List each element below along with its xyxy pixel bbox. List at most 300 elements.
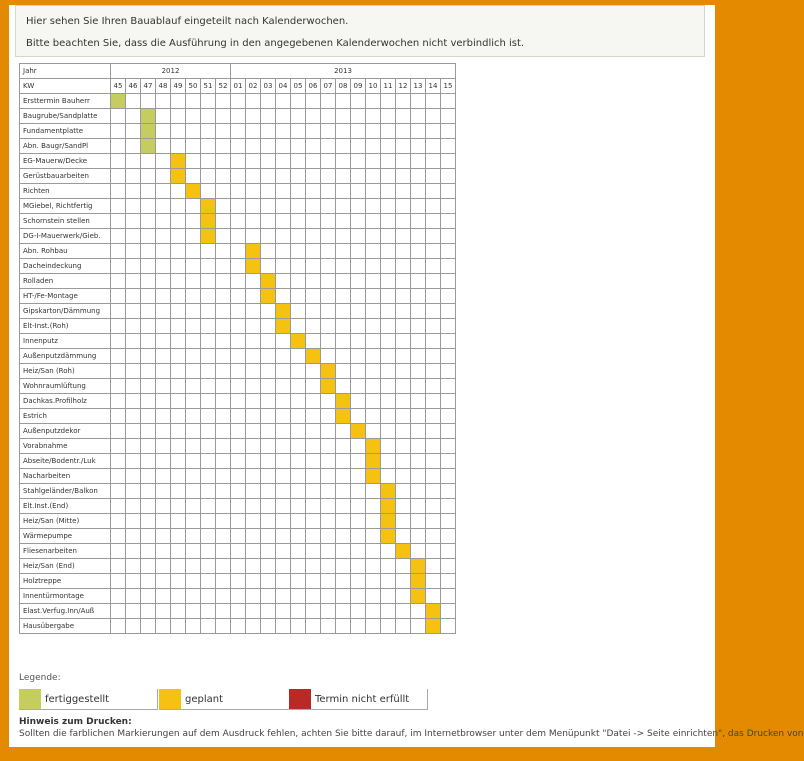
task-cell [351, 124, 366, 139]
task-cell [441, 289, 456, 304]
task-cell [291, 514, 306, 529]
task-cell [306, 124, 321, 139]
task-cell [171, 229, 186, 244]
task-cell [306, 559, 321, 574]
task-label: Außenputzdämmung [20, 349, 111, 364]
task-cell [126, 334, 141, 349]
task-cell [231, 169, 246, 184]
task-cell [216, 394, 231, 409]
task-cell [336, 439, 351, 454]
year-label: Jahr [20, 64, 111, 79]
task-cell [246, 604, 261, 619]
task-cell [216, 379, 231, 394]
task-cell [141, 304, 156, 319]
task-cell [426, 589, 441, 604]
task-cell [411, 124, 426, 139]
task-cell [306, 589, 321, 604]
task-cell [111, 229, 126, 244]
task-cell [366, 484, 381, 499]
task-cell [381, 304, 396, 319]
task-cell [411, 319, 426, 334]
task-cell [141, 199, 156, 214]
task-cell [441, 424, 456, 439]
task-cell [396, 184, 411, 199]
task-cell [306, 454, 321, 469]
task-cell [261, 409, 276, 424]
task-cell [411, 334, 426, 349]
task-cell [396, 439, 411, 454]
task-cell [411, 304, 426, 319]
task-label: Schornstein stellen [20, 214, 111, 229]
task-row [20, 409, 456, 424]
task-cell [186, 454, 201, 469]
task-cell [156, 304, 171, 319]
task-cell [321, 334, 336, 349]
task-label: Elt-Inst.(Roh) [20, 319, 111, 334]
week-header: 12 [396, 79, 411, 94]
task-cell [201, 169, 216, 184]
task-cell [216, 199, 231, 214]
task-cell-plan [381, 529, 396, 544]
task-cell [321, 424, 336, 439]
task-cell [366, 544, 381, 559]
task-cell [381, 154, 396, 169]
task-cell [156, 214, 171, 229]
task-cell [111, 349, 126, 364]
task-cell [156, 289, 171, 304]
task-cell [306, 244, 321, 259]
task-cell [381, 439, 396, 454]
task-cell [231, 109, 246, 124]
task-cell-plan [336, 394, 351, 409]
task-cell [441, 529, 456, 544]
task-label: Abn. Rohbau [20, 244, 111, 259]
task-cell [321, 409, 336, 424]
task-cell [141, 379, 156, 394]
task-cell [276, 244, 291, 259]
task-cell [306, 274, 321, 289]
week-header: 48 [156, 79, 171, 94]
task-cell [396, 154, 411, 169]
task-cell [351, 529, 366, 544]
task-cell [336, 619, 351, 634]
task-cell [156, 529, 171, 544]
task-cell [291, 184, 306, 199]
task-cell [246, 574, 261, 589]
task-cell [246, 364, 261, 379]
task-cell [306, 484, 321, 499]
task-cell [351, 619, 366, 634]
task-cell [261, 124, 276, 139]
task-cell [336, 574, 351, 589]
task-cell [111, 619, 126, 634]
task-cell [231, 319, 246, 334]
task-cell [126, 424, 141, 439]
task-cell [111, 529, 126, 544]
task-cell [321, 529, 336, 544]
task-cell [156, 319, 171, 334]
legend-title: Legende: [19, 673, 61, 683]
week-header: 03 [261, 79, 276, 94]
task-cell [426, 514, 441, 529]
task-cell-plan [201, 199, 216, 214]
task-row [20, 94, 456, 109]
task-cell [321, 154, 336, 169]
task-cell [336, 184, 351, 199]
task-cell [441, 184, 456, 199]
task-cell [396, 604, 411, 619]
task-cell [171, 139, 186, 154]
task-cell [216, 169, 231, 184]
task-cell [351, 334, 366, 349]
task-cell [396, 589, 411, 604]
task-cell [321, 544, 336, 559]
task-cell [441, 94, 456, 109]
task-cell [201, 394, 216, 409]
task-cell [141, 214, 156, 229]
task-cell [126, 349, 141, 364]
task-cell [336, 589, 351, 604]
task-cell [381, 424, 396, 439]
task-cell [141, 289, 156, 304]
task-cell [381, 604, 396, 619]
task-cell [336, 499, 351, 514]
legend-label-done: fertiggestellt [45, 694, 110, 705]
task-cell [216, 124, 231, 139]
task-cell [381, 244, 396, 259]
task-cell [336, 94, 351, 109]
task-cell [186, 424, 201, 439]
task-cell [126, 94, 141, 109]
task-cell [261, 304, 276, 319]
task-cell [291, 289, 306, 304]
task-label: Wärmepumpe [20, 529, 111, 544]
task-cell [126, 109, 141, 124]
task-cell [201, 319, 216, 334]
task-cell [336, 484, 351, 499]
task-cell [291, 484, 306, 499]
task-cell [411, 619, 426, 634]
week-header: 51 [201, 79, 216, 94]
task-cell [261, 199, 276, 214]
task-cell [366, 229, 381, 244]
task-label: Außenputzdekor [20, 424, 111, 439]
task-cell [216, 559, 231, 574]
task-cell [126, 469, 141, 484]
task-cell [411, 514, 426, 529]
task-cell [141, 349, 156, 364]
task-cell [276, 334, 291, 349]
task-cell [186, 499, 201, 514]
task-cell [366, 529, 381, 544]
task-cell [366, 349, 381, 364]
task-cell [291, 394, 306, 409]
kw-label: KW [20, 79, 111, 94]
task-cell [186, 214, 201, 229]
task-cell-plan [201, 214, 216, 229]
task-cell [156, 454, 171, 469]
task-cell [126, 154, 141, 169]
week-header: 52 [216, 79, 231, 94]
task-cell [351, 94, 366, 109]
task-cell [411, 409, 426, 424]
task-cell [441, 394, 456, 409]
task-cell [441, 169, 456, 184]
task-cell [111, 484, 126, 499]
task-cell [231, 424, 246, 439]
task-cell [396, 379, 411, 394]
task-cell [156, 589, 171, 604]
task-cell [141, 394, 156, 409]
task-cell [141, 544, 156, 559]
task-cell [111, 514, 126, 529]
week-header: 06 [306, 79, 321, 94]
task-cell [441, 574, 456, 589]
week-header: 05 [291, 79, 306, 94]
task-cell-plan [351, 424, 366, 439]
task-cell [126, 499, 141, 514]
task-label: Fliesenarbeiten [20, 544, 111, 559]
task-label: Heiz/San (End) [20, 559, 111, 574]
task-cell [126, 274, 141, 289]
task-cell [201, 589, 216, 604]
task-cell [426, 559, 441, 574]
task-cell [231, 454, 246, 469]
task-cell [126, 244, 141, 259]
task-cell [111, 214, 126, 229]
task-cell [291, 454, 306, 469]
task-cell [186, 439, 201, 454]
task-cell [156, 94, 171, 109]
task-cell [306, 94, 321, 109]
task-cell [381, 124, 396, 139]
task-cell [201, 349, 216, 364]
task-label: Vorabnahme [20, 439, 111, 454]
task-cell [426, 94, 441, 109]
task-cell [381, 394, 396, 409]
task-cell [201, 514, 216, 529]
task-cell [261, 424, 276, 439]
task-cell [381, 214, 396, 229]
task-row [20, 514, 456, 529]
task-cell [276, 124, 291, 139]
task-cell [441, 304, 456, 319]
task-cell [441, 319, 456, 334]
task-cell [246, 469, 261, 484]
task-cell [201, 154, 216, 169]
task-cell [426, 109, 441, 124]
task-cell [366, 184, 381, 199]
task-cell [246, 499, 261, 514]
task-row [20, 109, 456, 124]
week-header: 15 [441, 79, 456, 94]
task-cell [261, 214, 276, 229]
task-row [20, 139, 456, 154]
task-label: Abn. Baugr/SandPl [20, 139, 111, 154]
print-hint-title: Hinweis zum Drucken: [19, 717, 132, 727]
task-cell [321, 229, 336, 244]
task-cell [351, 304, 366, 319]
week-header: 11 [381, 79, 396, 94]
task-cell [111, 439, 126, 454]
task-label: Richten [20, 184, 111, 199]
task-cell [411, 394, 426, 409]
task-label: Stahlgeländer/Balkon [20, 484, 111, 499]
task-cell [171, 199, 186, 214]
task-cell [366, 124, 381, 139]
task-cell [321, 109, 336, 124]
task-cell [441, 409, 456, 424]
task-cell [426, 199, 441, 214]
task-cell [291, 589, 306, 604]
task-cell [186, 559, 201, 574]
task-cell [441, 109, 456, 124]
task-cell [276, 604, 291, 619]
task-cell [411, 244, 426, 259]
task-cell [381, 109, 396, 124]
task-cell [381, 184, 396, 199]
task-cell [216, 274, 231, 289]
task-cell-plan [321, 379, 336, 394]
task-cell [201, 139, 216, 154]
task-cell [261, 109, 276, 124]
task-cell [216, 484, 231, 499]
task-cell [426, 409, 441, 424]
task-cell [126, 184, 141, 199]
task-cell [216, 229, 231, 244]
task-cell [186, 169, 201, 184]
task-cell [141, 154, 156, 169]
task-cell [261, 589, 276, 604]
task-cell [276, 349, 291, 364]
task-cell [351, 409, 366, 424]
task-cell-plan [261, 274, 276, 289]
task-cell [426, 364, 441, 379]
task-cell [351, 454, 366, 469]
task-cell [441, 229, 456, 244]
task-cell [141, 454, 156, 469]
task-cell [156, 109, 171, 124]
task-cell [381, 289, 396, 304]
task-cell [411, 184, 426, 199]
task-cell [276, 154, 291, 169]
task-cell [246, 619, 261, 634]
legend-item-done [19, 689, 158, 710]
task-cell [246, 454, 261, 469]
task-cell [426, 574, 441, 589]
task-cell [261, 349, 276, 364]
task-cell [276, 139, 291, 154]
task-row [20, 184, 456, 199]
task-cell-plan [171, 169, 186, 184]
task-cell [156, 199, 171, 214]
task-cell [441, 364, 456, 379]
task-cell [306, 154, 321, 169]
task-cell [381, 619, 396, 634]
task-cell [336, 289, 351, 304]
task-cell [126, 484, 141, 499]
task-cell [381, 469, 396, 484]
task-cell [216, 214, 231, 229]
task-cell [126, 319, 141, 334]
task-cell [306, 109, 321, 124]
task-cell [426, 499, 441, 514]
task-cell [291, 439, 306, 454]
task-cell [171, 544, 186, 559]
task-cell [231, 589, 246, 604]
task-cell [276, 169, 291, 184]
task-cell [216, 574, 231, 589]
task-cell [426, 394, 441, 409]
task-cell [306, 499, 321, 514]
task-cell [351, 139, 366, 154]
task-cell [156, 619, 171, 634]
task-cell [441, 604, 456, 619]
task-cell [111, 589, 126, 604]
task-cell [366, 409, 381, 424]
task-cell [186, 244, 201, 259]
task-cell [321, 574, 336, 589]
task-cell [111, 259, 126, 274]
task-cell [426, 214, 441, 229]
task-cell [366, 334, 381, 349]
task-cell [231, 94, 246, 109]
task-cell [276, 214, 291, 229]
task-cell [426, 544, 441, 559]
task-cell [336, 544, 351, 559]
task-cell [366, 589, 381, 604]
task-cell-plan [276, 319, 291, 334]
task-cell [381, 319, 396, 334]
task-cell [366, 574, 381, 589]
task-cell [201, 454, 216, 469]
task-cell [186, 409, 201, 424]
task-cell [126, 454, 141, 469]
task-cell [351, 319, 366, 334]
task-cell [231, 304, 246, 319]
week-header: 08 [336, 79, 351, 94]
task-cell [111, 544, 126, 559]
task-cell [411, 529, 426, 544]
year-header-2013: 2013 [231, 64, 456, 79]
task-cell [441, 514, 456, 529]
task-cell [171, 214, 186, 229]
task-cell [111, 394, 126, 409]
task-cell [261, 439, 276, 454]
task-cell [276, 199, 291, 214]
task-cell [261, 169, 276, 184]
task-cell [366, 94, 381, 109]
task-cell [186, 529, 201, 544]
task-cell [186, 619, 201, 634]
task-cell-done [141, 139, 156, 154]
task-cell [126, 529, 141, 544]
task-cell [351, 289, 366, 304]
task-cell [141, 559, 156, 574]
task-cell [291, 529, 306, 544]
task-cell [321, 289, 336, 304]
task-cell [306, 409, 321, 424]
task-cell [126, 289, 141, 304]
print-hint-text: Sollten die farblichen Markierungen auf dem Ausdruck fehlen, achten Sie bitte darauf, im Internetbrowser unter dem Menüpunkt "Datei -> Seite einrichten", das Drucken von [19, 729, 804, 739]
task-cell [396, 364, 411, 379]
task-cell [321, 469, 336, 484]
task-row [20, 304, 456, 319]
task-cell-done [141, 124, 156, 139]
task-cell [156, 379, 171, 394]
task-cell-plan [411, 589, 426, 604]
task-cell [411, 349, 426, 364]
